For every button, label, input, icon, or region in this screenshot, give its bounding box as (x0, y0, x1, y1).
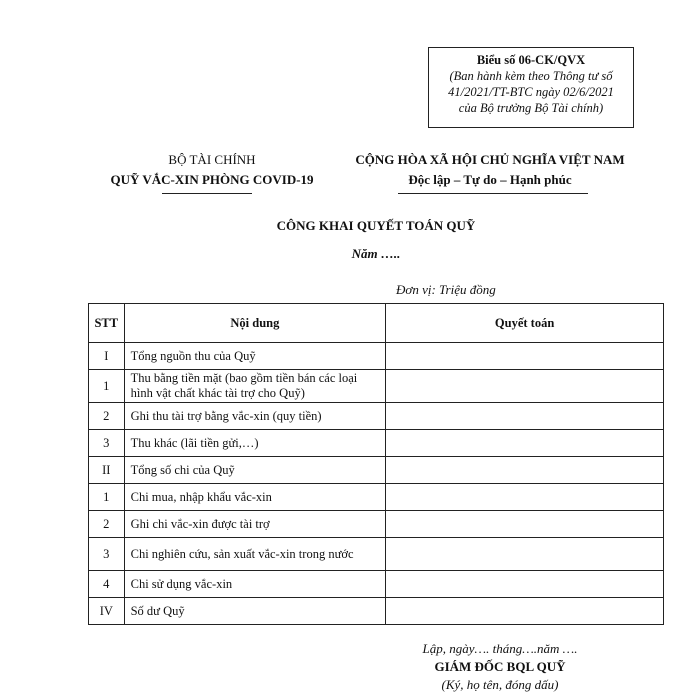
row-value (386, 403, 664, 430)
row-value (386, 430, 664, 457)
form-note-line3: của Bộ trưởng Bộ Tài chính) (458, 101, 604, 115)
table-row (89, 370, 664, 403)
table-row (89, 343, 664, 370)
header-content: Nội dung (124, 304, 386, 343)
form-note-line2: 41/2021/TT-BTC ngày 02/6/2021 (448, 85, 614, 99)
header-settlement: Quyết toán (386, 304, 664, 343)
issuer-underline (162, 193, 252, 194)
place-date: Lập, ngày…. tháng….năm …. (422, 641, 578, 656)
table-row (89, 403, 664, 430)
table-row (89, 430, 664, 457)
row-content: Số dư Quỹ (124, 598, 386, 625)
row-value (386, 511, 664, 538)
row-content: Ghi thu tài trợ bằng vắc-xin (quy tiền) (124, 403, 386, 430)
signer-note: (Ký, họ tên, đóng dấu) (441, 677, 559, 692)
fund-name: QUỸ VẮC-XIN PHÒNG COVID-19 (110, 172, 314, 187)
row-stt: 1 (89, 484, 125, 511)
signer-title: GIÁM ĐỐC BQL QUỸ (434, 659, 566, 674)
motto-underline (398, 193, 588, 194)
row-stt: IV (89, 598, 125, 625)
table-row (89, 538, 664, 571)
row-content: Chi sử dụng vắc-xin (124, 571, 386, 598)
table-row (89, 571, 664, 598)
settlement-table (88, 303, 664, 625)
row-value (386, 598, 664, 625)
row-content: Tổng số chi của Quỹ (124, 457, 386, 484)
row-stt: I (89, 343, 125, 370)
row-content: Chi mua, nhập khẩu vắc-xin (124, 484, 386, 511)
table-row (89, 511, 664, 538)
row-stt: 4 (89, 571, 125, 598)
row-value (386, 370, 664, 403)
row-value (386, 538, 664, 571)
row-stt: 2 (89, 511, 125, 538)
table-row (89, 484, 664, 511)
document-title: CÔNG KHAI QUYẾT TOÁN QUỸ (276, 218, 476, 233)
row-content: Chi nghiên cứu, sản xuất vắc-xin trong nước (124, 538, 386, 571)
form-code-box (428, 47, 634, 128)
currency-unit: Đơn vị: Triệu đồng (396, 282, 496, 297)
row-stt: 3 (89, 430, 125, 457)
table-header-row (89, 304, 664, 343)
table-row (89, 457, 664, 484)
row-content: Thu bằng tiền mặt (bao gồm tiền bán các loại hình vật chất khác tài trợ cho Quỹ) (124, 370, 386, 403)
national-motto: Độc lập – Tự do – Hạnh phúc (408, 172, 572, 187)
row-stt: 3 (89, 538, 125, 571)
row-value (386, 484, 664, 511)
row-stt: II (89, 457, 125, 484)
row-content: Tổng nguồn thu của Quỹ (124, 343, 386, 370)
row-stt: 2 (89, 403, 125, 430)
row-content: Ghi chi vắc-xin được tài trợ (124, 511, 386, 538)
row-value (386, 571, 664, 598)
ministry-name: BỘ TÀI CHÍNH (168, 152, 256, 167)
row-value (386, 457, 664, 484)
row-content: Thu khác (lãi tiền gửi,…) (124, 430, 386, 457)
form-code: Biểu số 06-CK/QVX (476, 53, 586, 67)
national-header (340, 150, 640, 190)
document-year: Năm ….. (351, 246, 401, 261)
row-value (386, 343, 664, 370)
header-stt: STT (89, 304, 125, 343)
row-stt: 1 (89, 370, 125, 403)
signature-block (400, 640, 600, 694)
nation-name: CỘNG HÒA XÃ HỘI CHỦ NGHĨA VIỆT NAM (355, 152, 625, 167)
form-note-line1: (Ban hành kèm theo Thông tư số (449, 69, 613, 83)
issuer-header (88, 150, 336, 190)
table-row (89, 598, 664, 625)
